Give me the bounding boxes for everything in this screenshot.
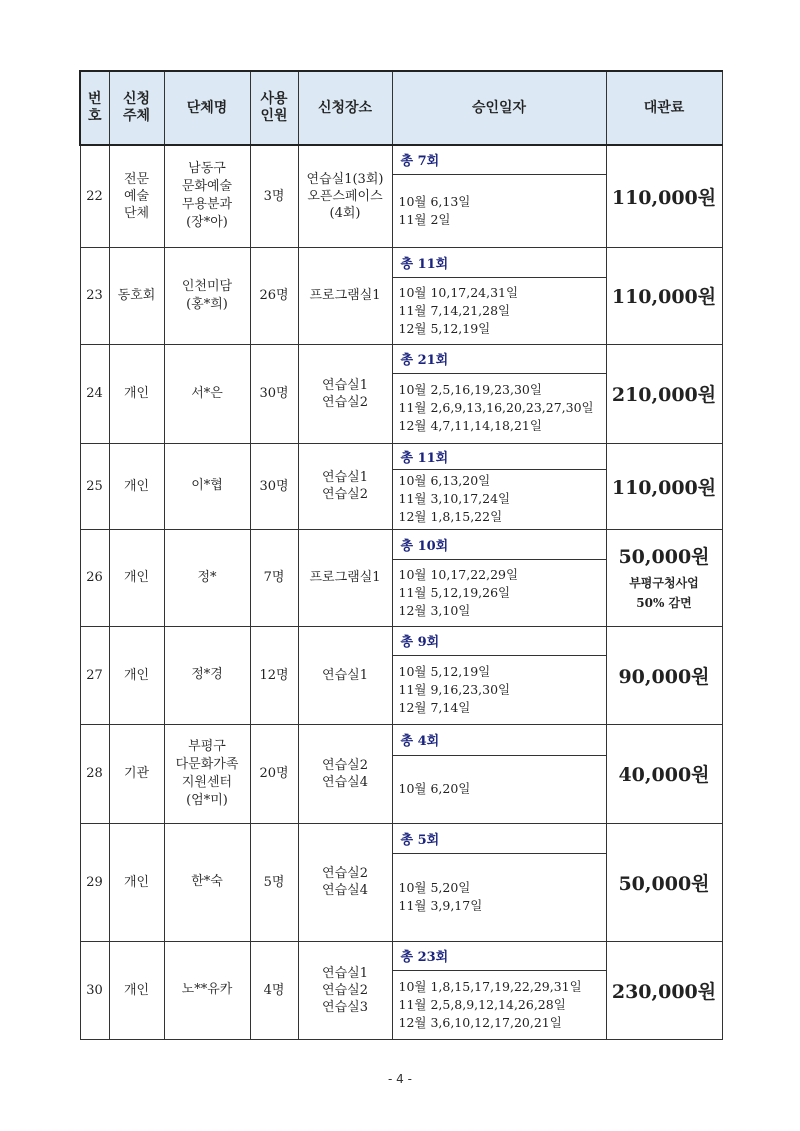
total-sessions: 총 5회: [392, 823, 606, 853]
table-row: [80, 823, 722, 853]
table-row: [80, 443, 722, 469]
venue: 프로그램실1: [298, 529, 392, 626]
user-count: 12명: [250, 626, 298, 724]
group-name: 남동구 문화예술 무용분과 (장*아): [164, 145, 250, 247]
table-row: [80, 145, 722, 174]
approved-dates: 10월 2,5,16,19,23,30일 11월 2,6,9,13,16,20,23,27,30일 12월 4,7,11,14,18,21일: [392, 373, 606, 443]
venue: 프로그램실1: [298, 247, 392, 344]
header-fee: 대관료: [606, 71, 722, 145]
applicant-type: 개인: [109, 344, 164, 443]
table-header-row: [80, 71, 722, 145]
venue: 연습실1 연습실2: [298, 443, 392, 529]
user-count: 5명: [250, 823, 298, 941]
row-number: 23: [80, 247, 109, 344]
approved-dates: 10월 5,20일 11월 3,9,17일: [392, 853, 606, 941]
table-row: [80, 941, 722, 970]
total-sessions: 총 7회: [392, 145, 606, 174]
table-row: [80, 529, 722, 559]
group-name: 이*협: [164, 443, 250, 529]
applicant-type: 개인: [109, 823, 164, 941]
header-count: 사용 인원: [250, 71, 298, 145]
row-number: 25: [80, 443, 109, 529]
applicant-type: 개인: [109, 626, 164, 724]
group-name: 한*숙: [164, 823, 250, 941]
rental-approval-table: [79, 70, 723, 1040]
rental-fee: 90,000원: [606, 626, 722, 724]
page-number: - 4 -: [388, 1072, 412, 1086]
total-sessions: 총 11회: [392, 443, 606, 469]
header-place: 신청장소: [298, 71, 392, 145]
approved-dates: 10월 1,8,15,17,19,22,29,31일 11월 2,5,8,9,12,14,26,28일 12월 3,6,10,12,17,20,21일: [392, 970, 606, 1039]
table-row: [80, 344, 722, 373]
venue: 연습실2 연습실4: [298, 823, 392, 941]
user-count: 26명: [250, 247, 298, 344]
venue: 연습실1 연습실2 연습실3: [298, 941, 392, 1039]
applicant-type: 개인: [109, 529, 164, 626]
fee-note: 부평구청사업 50% 감면: [629, 576, 699, 610]
row-number: 27: [80, 626, 109, 724]
group-name: 정*경: [164, 626, 250, 724]
applicant-type: 개인: [109, 941, 164, 1039]
group-name: 서*은: [164, 344, 250, 443]
approved-dates: 10월 6,13,20일 11월 3,10,17,24일 12월 1,8,15,22일: [392, 469, 606, 529]
group-name: 부평구 다문화가족 지원센터 (엄*미): [164, 724, 250, 823]
applicant-type: 전문 예술 단체: [109, 145, 164, 247]
rental-fee: 110,000원: [606, 247, 722, 344]
user-count: 4명: [250, 941, 298, 1039]
header-group: 단체명: [164, 71, 250, 145]
group-name: 정*: [164, 529, 250, 626]
user-count: 20명: [250, 724, 298, 823]
total-sessions: 총 21회: [392, 344, 606, 373]
rental-fee: 110,000원: [606, 443, 722, 529]
row-number: 30: [80, 941, 109, 1039]
rental-fee: 230,000원: [606, 941, 722, 1039]
venue: 연습실1(3회) 오픈스페이스 (4회): [298, 145, 392, 247]
user-count: 3명: [250, 145, 298, 247]
row-number: 29: [80, 823, 109, 941]
venue: 연습실1 연습실2: [298, 344, 392, 443]
table-row: [80, 247, 722, 277]
total-sessions: 총 10회: [392, 529, 606, 559]
rental-fee: 110,000원: [606, 145, 722, 247]
group-name: 인천미담 (홍*희): [164, 247, 250, 344]
header-dates: 승인일자: [392, 71, 606, 145]
rental-fee: 50,000원 부평구청사업 50% 감면: [606, 529, 722, 626]
approved-dates: 10월 6,20일: [392, 755, 606, 823]
row-number: 24: [80, 344, 109, 443]
approved-dates: 10월 5,12,19일 11월 9,16,23,30일 12월 7,14일: [392, 655, 606, 724]
total-sessions: 총 4회: [392, 724, 606, 755]
header-subject: 신청 주체: [109, 71, 164, 145]
user-count: 30명: [250, 443, 298, 529]
applicant-type: 동호회: [109, 247, 164, 344]
approved-dates: 10월 10,17,24,31일 11월 7,14,21,28일 12월 5,12,19일: [392, 277, 606, 344]
row-number: 26: [80, 529, 109, 626]
applicant-type: 기관: [109, 724, 164, 823]
applicant-type: 개인: [109, 443, 164, 529]
approved-dates: 10월 10,17,22,29일 11월 5,12,19,26일 12월 3,10일: [392, 559, 606, 626]
table-row: [80, 724, 722, 755]
total-sessions: 총 23회: [392, 941, 606, 970]
group-name: 노**유카: [164, 941, 250, 1039]
user-count: 7명: [250, 529, 298, 626]
approved-dates: 10월 6,13일 11월 2일: [392, 174, 606, 247]
total-sessions: 총 9회: [392, 626, 606, 655]
table-row: [80, 626, 722, 655]
rental-fee: 210,000원: [606, 344, 722, 443]
row-number: 22: [80, 145, 109, 247]
total-sessions: 총 11회: [392, 247, 606, 277]
header-no: 번 호: [80, 71, 109, 145]
user-count: 30명: [250, 344, 298, 443]
venue: 연습실2 연습실4: [298, 724, 392, 823]
row-number: 28: [80, 724, 109, 823]
venue: 연습실1: [298, 626, 392, 724]
rental-fee: 40,000원: [606, 724, 722, 823]
rental-fee: 50,000원: [606, 823, 722, 941]
